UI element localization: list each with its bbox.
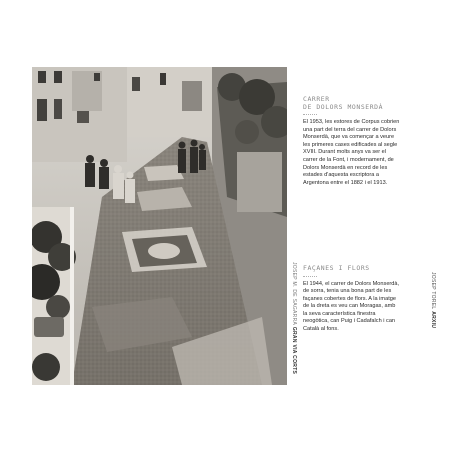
section-body: El 1944, el carrer de Dolors Monserdà, de sorra, tenia una bona part de les façanes cobertes de flors. A la imatge de la dreta es veu can Moragas, amb la seva característica finestra neogòtica, can Puig i Cadafalch i can Català al fons. <box>303 280 400 333</box>
archival-street-photo <box>32 67 287 385</box>
section-body: El 1953, les estores de Corpus cobrien una part del terra del carrer de Dolors Monserdà, que va començar a veure les primeres cases edificades al segle XVIII. Durant molts anys va ser el carrer de la Font, i modernament, de Dolors Monserdà en record de les estades d'aquesta escriptora a Argentona entre el 1882 i el 1913. <box>303 119 400 186</box>
section-facanes-i-flors <box>303 265 403 334</box>
photo-illustration <box>32 67 287 385</box>
section-title-line2: DE DOLORS MONSERDÀ <box>303 102 384 111</box>
section-title <box>303 265 403 273</box>
spine-label-right <box>428 272 436 362</box>
spine-label-prefix: JOSEP M. DE SAGARRA <box>291 262 297 326</box>
section-title <box>303 96 403 111</box>
dotted-divider <box>303 114 317 116</box>
section-carrer-dolors-monserda <box>303 96 403 187</box>
dotted-divider <box>303 276 317 278</box>
spine-label-strong: GRAN VIA CORTS <box>291 326 297 375</box>
section-title-line1: CARRER <box>303 95 330 103</box>
edge-label-strong: ARXIU <box>430 311 436 329</box>
spine-label-left <box>289 262 297 382</box>
edge-label-prefix: JOSEP TOREL <box>430 272 436 310</box>
section-title-line1: FAÇANES I FLORS <box>303 264 370 272</box>
